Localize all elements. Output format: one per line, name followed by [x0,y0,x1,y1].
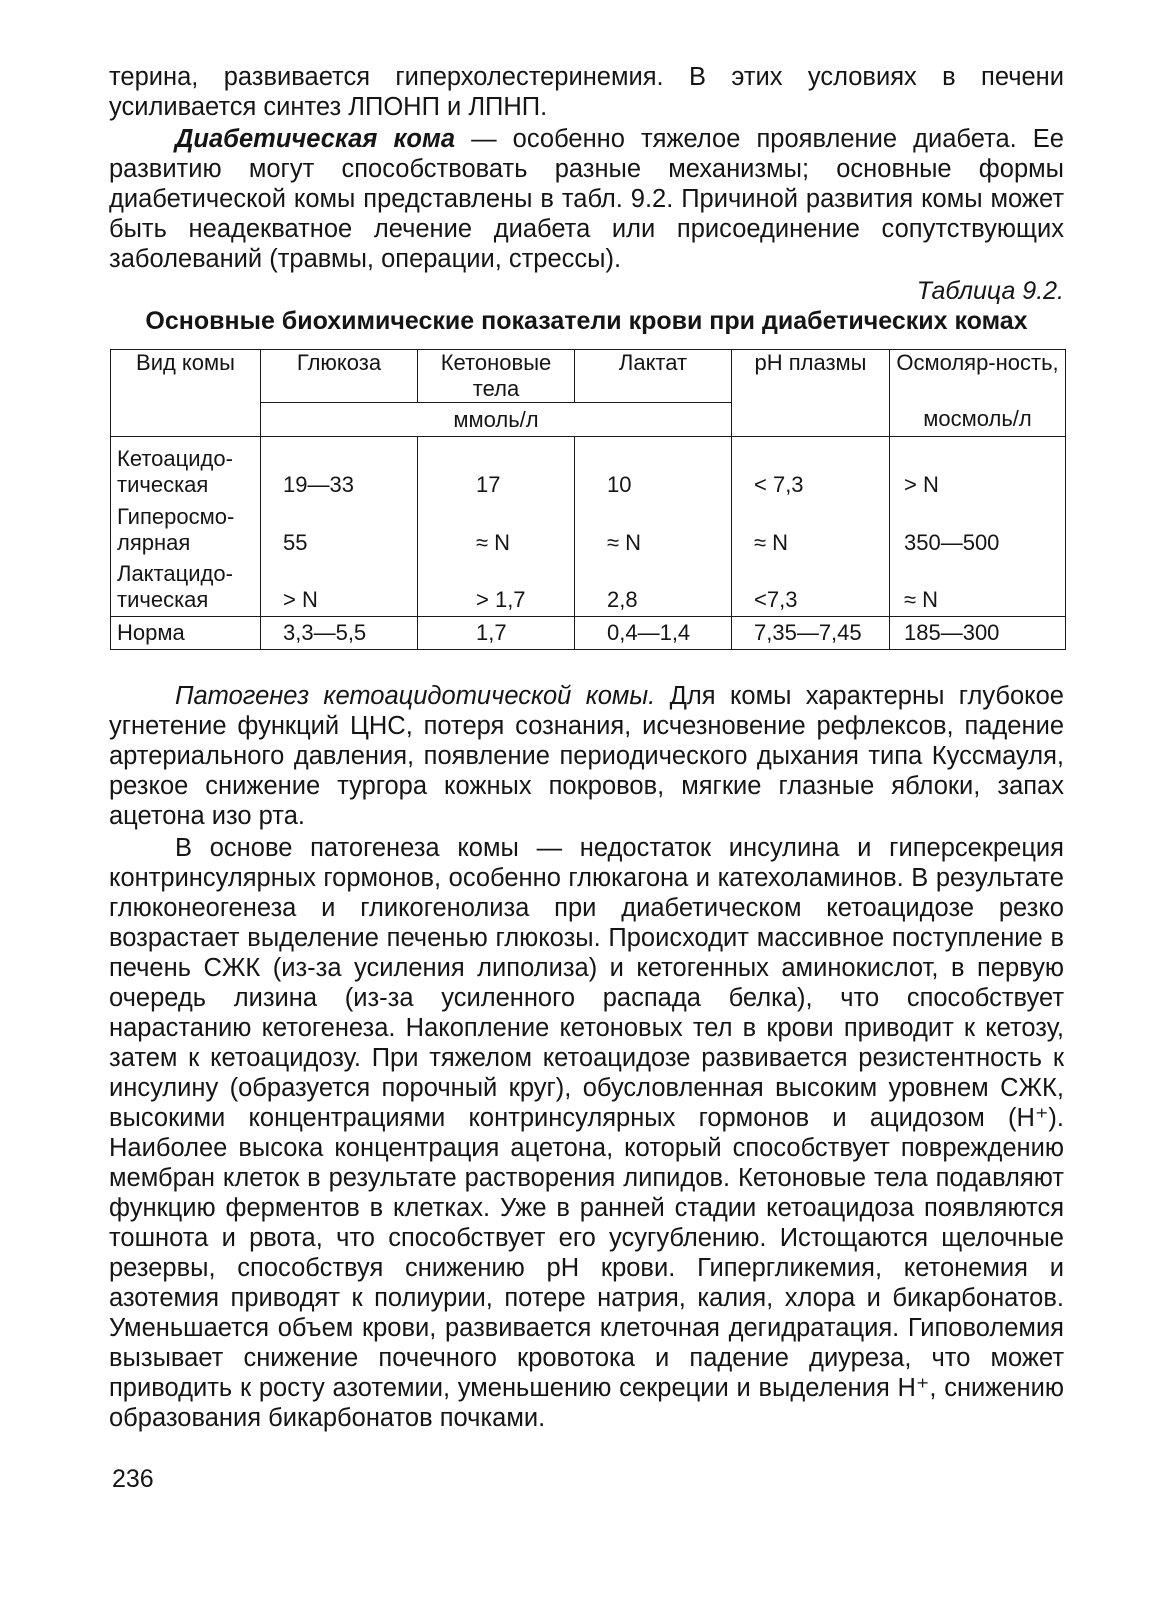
cell-glucose: 3,3—5,5 [261,617,418,650]
cell-lactate: ≈ N [575,501,732,559]
table-row [111,437,1066,501]
cell-ketone: 17 [418,437,575,501]
cell-osmolarity: 185—300 [890,617,1066,650]
cell-osmolarity: ≈ N [890,559,1066,617]
pathogenesis-heading: Патогенез кетоацидотической комы. [175,682,656,710]
cell-ph: < 7,3 [732,437,890,501]
cell-lactate: 2,8 [575,559,732,617]
row-name: Норма [111,617,261,650]
cell-osmolarity: > N [890,437,1066,501]
header-lactate: Лактат [575,350,732,403]
cell-glucose: 55 [261,501,418,559]
header-osmolarity: Осмоляр-ность, [890,350,1066,403]
diabetic-coma-text: — особенно тяжелое проявление диабета. Ее развитию могут способствовать разные механизмы; основные формы диабетической комы представлены в табл. 9.2. Причиной развития комы может быть неадекватное лечение диабета или присоединение сопутствующих заболеваний (травмы, операции, стрессы). [109,125,1064,273]
cell-lactate: 10 [575,437,732,501]
row-name: Лактацидо-тическая [111,559,261,617]
header-ketone: Кетоновые тела [418,350,575,403]
header-ph: pH плазмы [732,350,890,437]
table-title: Основные биохимические показатели крови при диабетических комах [145,307,1028,335]
cell-lactate: 0,4—1,4 [575,617,732,650]
table-row [111,559,1066,617]
basis-paragraph: В основе патогенеза комы — недостаток инсулина и гиперсекреция контринсулярных гормонов, особенно глюкагона и катехоламинов. В результате глюконеогенеза и гликогенолиза при диабетическом кетоацидозе резко возрастает выделение печенью глюкозы. Происходит массивное поступление в печень СЖК (из-за усиления липолиза) и кетогенных аминокислот, в первую очередь лизина (из-за усиленного распада белка), что способствует нарастанию кетогенеза. Накопление кетоновых тел в крови приводит к кетозу, затем к кетоацидозу. При тяжелом кетоацидозе развивается резистентность к инсулину (образуется порочный круг), обусловленная высоким уровнем СЖК, высокими концентрациями контринсулярных гормонов и ацидозом (Н⁺). Наиболее высока концентрация ацетона, который способствует повреждению мембран клеток в результате растворения липидов. Кетоновые тела подавляют функцию ферментов в клетках. Уже в ранней стадии кетоацидоза появляются тошнота и рвота, что способствует его усугублению. Истощаются щелочные резервы, способствуя снижению рН крови. Гипергликемия, кетонемия и азотемия приводят к полиурии, потере натрия, калия, хлора и бикарбонатов. Уменьшается объем крови, развивается клеточная дегидратация. Гиповолемия вызывает снижение почечного кровотока и падение диуреза, что может приводить к росту азотемии, уменьшению секреции и выделения Н⁺, снижению образования бикарбонатов почками. [109,834,1064,1432]
intro-paragraph: терина, развивается гиперхолестеринемия. В этих условиях в печени усиливается синтез ЛПОНП и ЛПНП. [109,63,1064,121]
cell-glucose: > N [261,559,418,617]
cell-ph: ≈ N [732,501,890,559]
row-name: Гиперосмо-лярная [111,501,261,559]
cell-ph: 7,35—7,45 [732,617,890,650]
cell-ketone: > 1,7 [418,559,575,617]
page-number: 236 [112,1465,154,1493]
cell-ph: <7,3 [732,559,890,617]
header-mmol-unit: ммоль/л [261,403,732,437]
header-glucose: Глюкоза [261,350,418,403]
blood-indicators-table [110,349,1066,650]
cell-glucose: 19—33 [261,437,418,501]
pathogenesis-text: Для комы характерны глубокое угнетение функций ЦНС, потеря сознания, исчезновение рефлексов, падение артериального давления, появление периодического дыхания типа Куссмауля, резкое снижение тургора кожных покровов, мягкие глазные яблоки, запах ацетона изо рта. [109,682,1064,830]
row-name: Кетоацидо-тическая [111,437,261,501]
cell-ketone: ≈ N [418,501,575,559]
table-row [111,501,1066,559]
pathogenesis-paragraph [109,681,1064,831]
diabetic-coma-paragraph [109,124,1064,274]
cell-ketone: 1,7 [418,617,575,650]
table-row-norm [111,617,1066,650]
header-mosmol-unit: мосмоль/л [890,403,1066,437]
cell-osmolarity: 350—500 [890,501,1066,559]
header-coma-type: Вид комы [111,350,261,437]
table-number: Таблица 9.2. [916,277,1064,305]
diabetic-coma-term: Диабетическая кома [175,125,455,153]
